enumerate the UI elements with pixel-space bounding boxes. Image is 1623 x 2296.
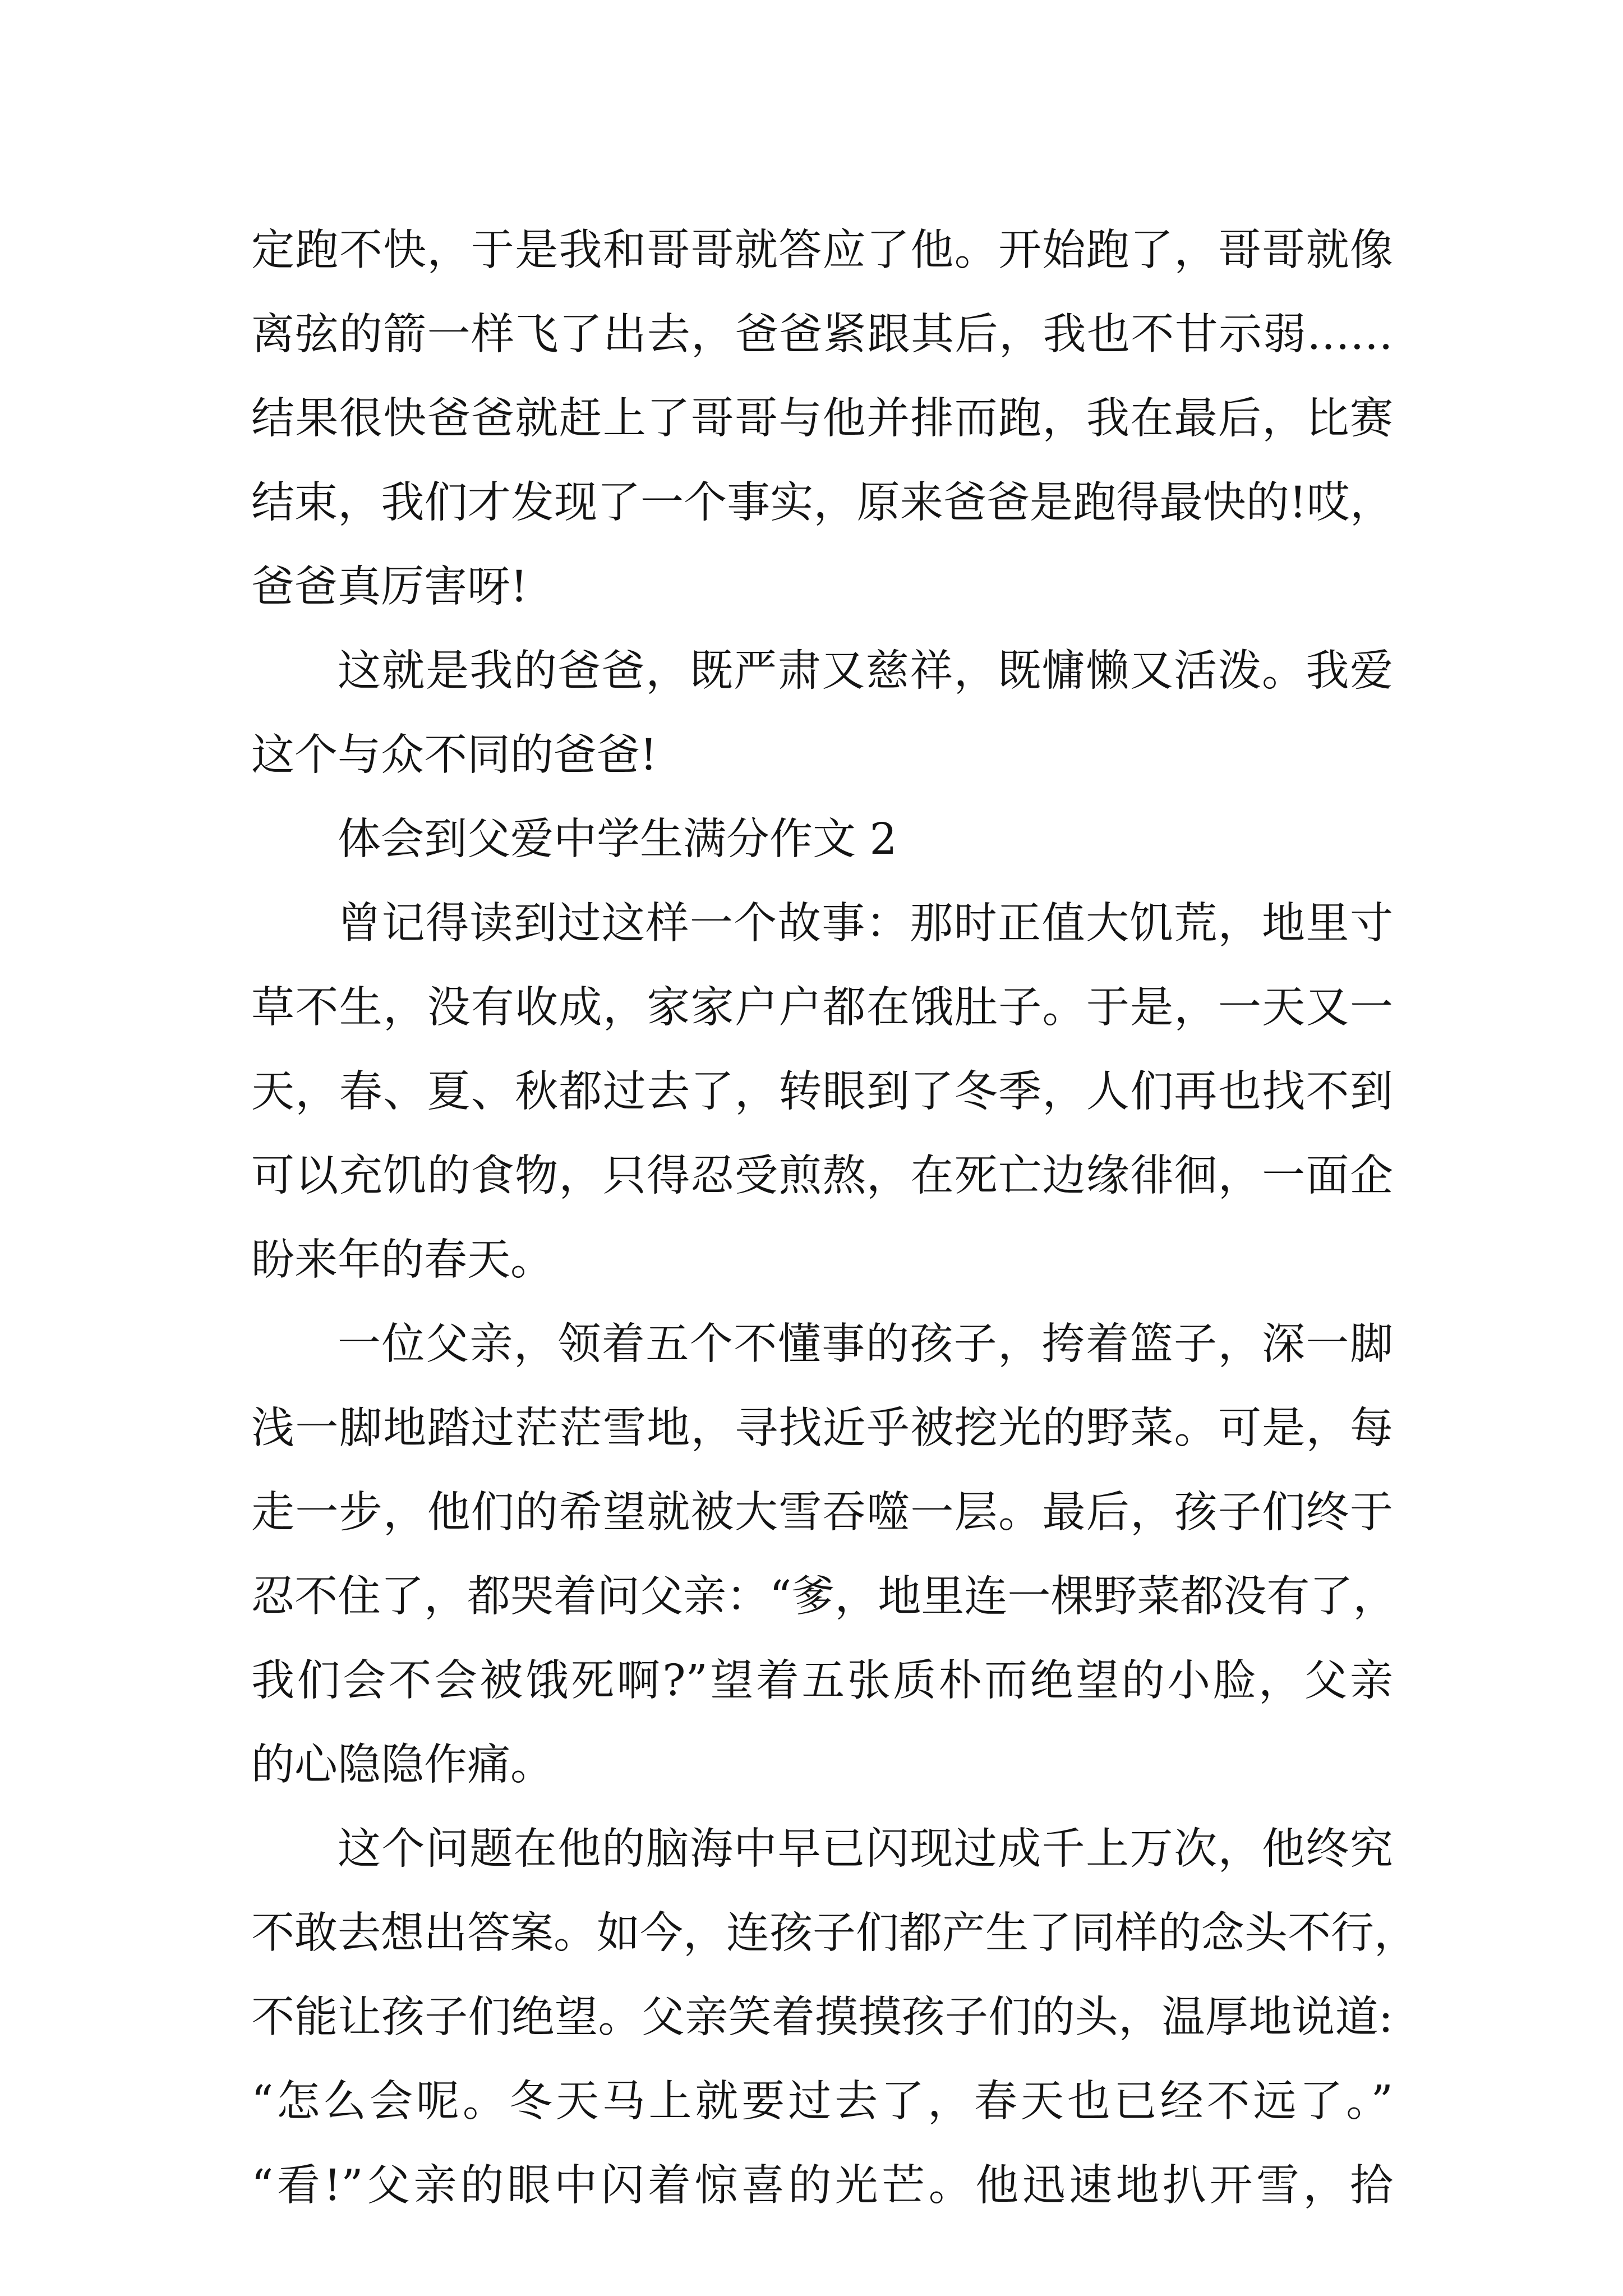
- text-line: 走一步，他们的希望就被大雪吞噬一层。最后，孩子们终于: [251, 1488, 1393, 1538]
- text-line: 爸爸真厉害呀!: [251, 562, 528, 612]
- text-line: 我们会不会被饿死啊?”望着五张质朴而绝望的小脸，父亲: [251, 1656, 1393, 1706]
- text-line: 一位父亲，领着五个不懂事的孩子，挎着篮子，深一脚: [338, 1319, 1393, 1369]
- text-line: 不敢去想出答案。如今，连孩子们都产生了同样的念头不行，: [251, 1908, 1417, 1958]
- text-line: 浅一脚地踏过茫茫雪地，寻找近乎被挖光的野菜。可是，每: [251, 1404, 1393, 1453]
- text-line: 忍不住了，都哭着问父亲：“爹，地里连一棵野菜都没有了，: [251, 1572, 1396, 1622]
- text-line: 天，春、夏、秋都过去了，转眼到了冬季，人们再也找不到: [251, 1067, 1393, 1117]
- text-line: 不能让孩子们绝望。父亲笑着摸摸孩子们的头，温厚地说道:: [251, 1993, 1393, 2042]
- text-line: 结束，我们才发现了一个事实，原来爸爸是跑得最快的!哎，: [251, 478, 1393, 528]
- text-line: 这个与众不同的爸爸!: [251, 730, 657, 780]
- text-line: 的心隐隐作痛。: [251, 1740, 554, 1790]
- text-line: 可以充饥的食物，只得忍受煎熬，在死亡边缘徘徊，一面企: [251, 1151, 1393, 1201]
- text-line: 草不生，没有收成，家家户户都在饿肚子。于是，一天又一: [251, 983, 1393, 1033]
- text-line: 这个问题在他的脑海中早已闪现过成千上万次，他终究: [338, 1824, 1393, 1874]
- text-line: 结果很快爸爸就赶上了哥哥与他并排而跑，我在最后，比赛: [251, 394, 1393, 444]
- text-line: “怎么会呢。冬天马上就要过去了，春天也已经不远了。”: [251, 2077, 1393, 2127]
- document-body: [251, 209, 1417, 2228]
- text-line: 这就是我的爸爸，既严肃又慈祥，既慵懒又活泼。我爱: [338, 646, 1393, 696]
- text-line: 离弦的箭一样飞了出去，爸爸紧跟其后，我也不甘示弱……: [251, 310, 1393, 360]
- essay-title: 体会到父爱中学生满分作文 2: [338, 815, 897, 864]
- text-line: 曾记得读到过这样一个故事：那时正值大饥荒，地里寸: [338, 899, 1393, 949]
- text-line: 盼来年的春天。: [251, 1235, 554, 1285]
- text-line: “看!”父亲的眼中闪着惊喜的光芒。他迅速地扒开雪，拾: [251, 2161, 1393, 2211]
- text-line: 定跑不快，于是我和哥哥就答应了他。开始跑了，哥哥就像: [251, 226, 1393, 275]
